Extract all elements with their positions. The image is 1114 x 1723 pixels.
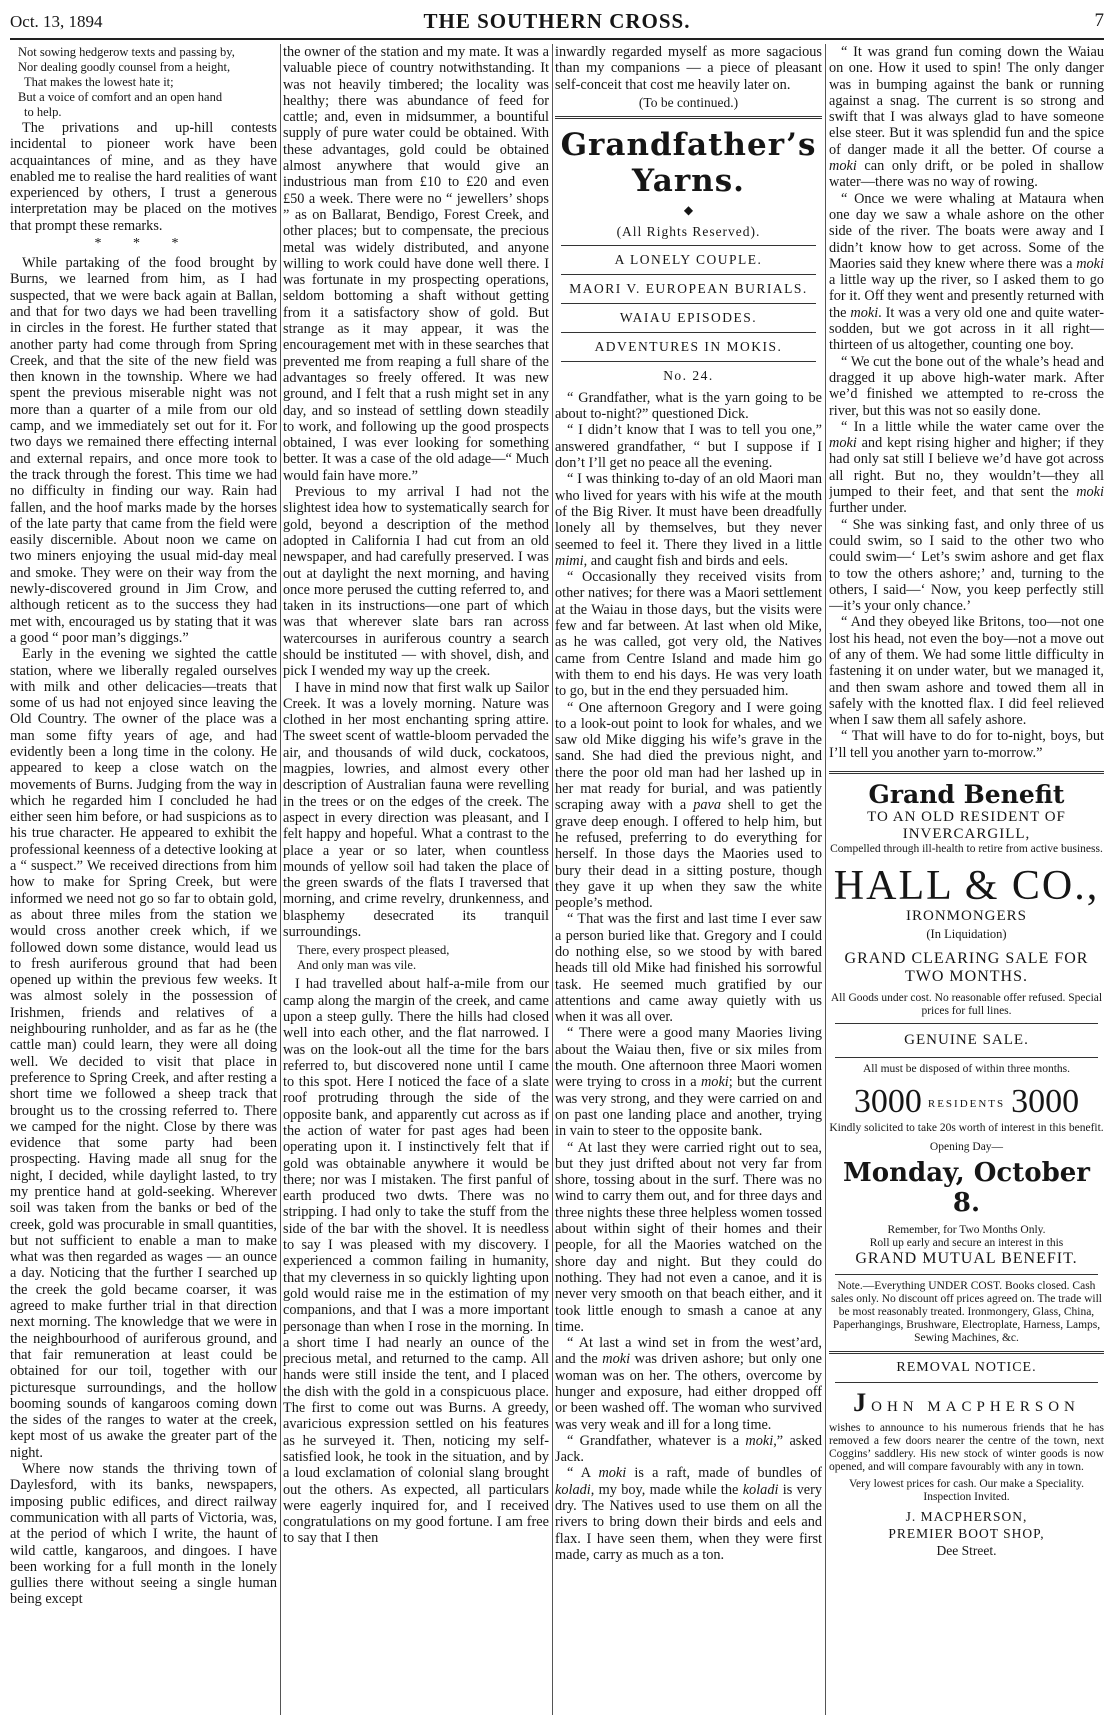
section-break: * * *	[94, 236, 193, 252]
verse-line: And only man was vile.	[297, 958, 417, 973]
story-subtitle: WAIAU EPISODES.	[619, 309, 758, 325]
page-header	[10, 8, 1104, 38]
section-divider	[555, 116, 822, 119]
verse-line: That makes the lowest hate it;	[24, 75, 174, 89]
story-paragraph: “ We cut the bone out of the whale’s head and dragged it up above high-water mark. After we’d finished we attempted to re-cross the river, but this was not so easily done.	[829, 353, 1104, 419]
story-paragraph: “ Occasionally they received visits from other natives; for there was a Maori settlement at the Waiau in those days, but the visits were few and far between. At last when old Mike, as he was called, got very old, the Natives came from Centre Island and made him go with them to end his days. He was very loath to go, but in the end they persuaded him.	[555, 569, 822, 700]
story-paragraph: “ Once we were whaling at Mataura when one day we saw a whale ashore on the other side of the river. The boats were away and I didn’t know how to get across. Some of the Maories said they knew where there was a moki a little way up the river, so I asked them to go for it. Off they went and presently returned with the moki. It was a very old one and quite water-sodden, but we got across in it all right—thirteen of us altogether, counting one boy.	[829, 190, 1104, 354]
story-paragraph: “ A moki is a raft, made of bundles of koladi, my boy, made while the koladi is very dry. The Natives used to use them on all the rivers to bring down their birds and eels and flax. I have seen them, when they were first made, carry as much as a ton.	[555, 1465, 822, 1563]
verse-line: to help.	[24, 105, 62, 119]
article-paragraph: I have in mind now that first walk up Sailor Creek. It was a lovely morning. Nature was clothed in her most enchanting spring attire. The sweet scent of wattle-bloom pervaded the air, and thousands of wild duck, cockatoos, magpies, lowries, and almost every other description of Australian fauna were revelling in the trees or on the edges of the creek. The aspect in every direction was pleasant, and I felt happy and hopeful. What a contrast to the place a year or so later, when countless mounds of yellow soil had taken the place of the green swards of the flats I traversed that morning, and crime revelry, drunkenness, and blasphemy desecrated its tranquil surroundings.	[283, 679, 549, 941]
ad-firm-name: HALL & CO.,	[833, 863, 1100, 910]
ad-line: Remember, for Two Months Only.	[887, 1224, 1046, 1237]
ad-name: JOHN MACPHERSON	[853, 1388, 1080, 1418]
story-title-line: Yarns.	[632, 162, 745, 199]
section-divider	[829, 1351, 1104, 1354]
advertisement-removal-notice	[829, 1360, 1104, 1559]
article-paragraph: Where now stands the thriving town of Daylesford, with its banks, newspapers, imposing public edifices, and direct railway communication with all parts of Victoria, was, at the period of which I write, the haunt of wild cattle, kangaroos, and dingoes. I have been working for a full month in the lonely gullies there without seeing a single human being except	[10, 1461, 277, 1608]
article-paragraph: While partaking of the food brought by Burns, we learned from him, as I had suspected, that we were back again at Ballan, and that for two days we had been travelling in circles in the forest. He further stated that another party had come through from Spring Creek, and that the site of the new field was then known in the township. Where we had spent the previous miserable night was not more than a quarter of a mile from our old camp, and we immediately set out for it. For two days we remained there effecting internal and external repairs, and once more took to the track through the forest. This time we had no difficulty in finding our way. Rain had fallen, and the hoof marks made by the horses of the late party that came from the field were easily discernible. About noon we came on two miners enjoying the usual mid-day meal and smoke. They were on their way from the newly-discovered ground in Jim Crow, and although reticent as to the success they had met with, encouraged us by stating that it was a good “ poor man’s diggings.”	[10, 255, 277, 646]
article-paragraph: inwardly regarded myself as more sagacious than my companions — a piece of pleasant self-conceit that cost me heavily later on.	[555, 44, 822, 93]
ad-line: Compelled through ill-health to retire from active business.	[830, 843, 1103, 856]
divider	[835, 1023, 1098, 1024]
story-paragraph: “ At last a wind set in from the west’ard, and the moki was driven ashore; but only one woman was on her. The others, overcome by hunger and exposure, had either dropped off or been washed off. The woman who survived was very weak and ill for a long time.	[555, 1335, 822, 1433]
ad-line: PREMIER BOOT SHOP,	[888, 1526, 1045, 1542]
ad-line: Very lowest prices for cash. Our make a Speciality. Inspection Invited.	[849, 1478, 1084, 1504]
story-title	[555, 127, 822, 199]
rights-note: (All Rights Reserved).	[616, 223, 761, 239]
article-paragraph: the owner of the station and my mate. It was a valuable piece of country notwithstanding. It was not heavily timbered; the locality was healthy; there was abundance of feed for cattle; and, even in midsummer, a bountiful supply of pure water could be obtained. With these advantages, gold could be obtained almost anywhere that would give an industrious man from £10 to £20 and even £50 a week. There were no “ jewellers’ shops ” as on Ballarat, Bendigo, Forest Creek, and other places; but to compensate, the precious metal was widely distributed, and anyone willing to work could have done well there. I was fortunate in my prospecting operations, seldom bottoming a shaft without getting from it a satisfactory show of gold. But strange as it may appear, it was the encouragement met with in these searches that prevented me from reaping a full share of the advantages so freely offered. It was new ground, and I felt that a rush might set in any day, and so instead of settling down steadily to work, and following up the good prospects obtained, I was ever looking for something better. It was a case of the old adage—“ Much would fain have more.”	[283, 44, 549, 484]
ad-line: Dee Street.	[936, 1543, 997, 1559]
divider	[561, 361, 816, 362]
story-paragraph: “ At last they were carried right out to sea, but they just drifted about not very far from shore, tossing about in the surf. There was no wind to carry them out, and for three days and three nights these three helpless women tossed about within sight of their homes and their people, for all the Maories watched on the shore day and night. But they could do nothing. They had not even a canoe, and it is never very smooth on that beach either, and it took little enough to smash a canoe at any time.	[555, 1139, 822, 1335]
story-paragraph: “ That will have to do for to-night, boys, but I’ll tell you another yarn to-morrow.”	[829, 728, 1104, 761]
article-paragraph: Early in the evening we sighted the cattle station, where we liberally regaled ourselves with milk and other delicacies—treats that some of us had not enjoyed since leaving the Old Country. The owner of the place was a man some fifty years of age, and had evidently been a long time in the colony. He appeared to keep a close watch on the movements of Burns. Judging from the way in which he regarded him I concluded he had either seen him before, or had suspicions as to his true character. He appeared to exhibit the professional keenness of a detective looking at a “ suspect.” We received directions from him how to make for Spring Creek, but were informed we need not go so far to obtain gold, as about three miles from the station we would cross another creek which, if we followed down some distance, would lead us to fresh auriferous ground that had been opened up within the previous few weeks. It was almost solely in the possession of Irishmen, friends and relatives of a neighbouring runholder, and as far as he (the cattle man) could learn, they were all doing well. We decided to visit that place in preference to Spring Creek, and after resting a short time we followed a sheep track that brought us to the crossing referred to. There we camped for the night. Close by there was evidence that some party had been prospecting. Having made all snug for the night, I decided, while daylight lasted, to try my prentice hand at gold-seeking. Wherever soil was taken from the banks or bed of the creek, gold was procurable in small quantities, but not sufficient to enable a man to make what was then regarded as wages — an ounce a day. Noticing that the further I searched up the creek the gold became coarser, it was agreed to make further trial in that direction next morning. The knowledge that we were in the neighbourhood of auriferous ground, and that fair remuneration at least could be obtained for our toil, together with our picturesque surroundings, and the hollow booming sounds of kangaroos coming down the sides of the ranges to water at the creek, kept most of us awake the greater part of the night.	[10, 646, 277, 1461]
ad-line: (In Liquidation)	[926, 927, 1007, 942]
ad-date: Monday, October 8.	[842, 1158, 1091, 1219]
ad-line: Kindly solicited to take 20s worth of interest in this benefit.	[829, 1122, 1104, 1135]
story-subtitle: A LONELY COUPLE.	[614, 251, 763, 267]
story-paragraph: “ In a little while the water came over the moki and kept rising higher and higher; if they had only sat still I believe we’d have got across all right. But no, they wouldn’t—they all jumped to their feet, and that sent the moki further under.	[829, 418, 1104, 517]
section-divider	[829, 771, 1104, 774]
ad-line: All Goods under cost. No reasonable offer refused. Special prices for full lines.	[830, 992, 1103, 1018]
column-divider	[552, 44, 553, 1715]
header-rule	[10, 38, 1104, 40]
ad-line: IRONMONGERS	[905, 908, 1027, 925]
story-paragraph: “ She was sinking fast, and only three of us could swim, so I said to the other two who could swim—‘ Let’s swim ashore and get flax to tow the others ashore;’ and, turning to the others, I said—‘ Now, you keep perfectly still—it’s your only chance.’	[829, 516, 1104, 615]
article-paragraph: Previous to my arrival I had not the slightest idea how to systematically search for gold, beyond a description of the method adopted in California I had cut from an old newspaper, and had carefully preserved. I was out at daylight the next morning, and having once more perused the cutting referred to, and taken in its instructions—one part of which was that wherever slate bars ran across watercourses in auriferous country a search should be instituted — with shovel, dish, and pick I wended my way up the creek.	[283, 484, 549, 680]
divider	[561, 303, 816, 304]
article-paragraph: I had travelled about half-a-mile from our camp along the margin of the creek, and came upon a steep gully. There the hills had closed well into each other, and the flat narrowed. I was on the look-out all the time for the bars referred to, but discovered none until I came to this spot. Here I noticed the face of a slate roof protruding through the side of the opposite bank, and apparently cut across as if the action of water for past ages had been operating upon it. I instinctively felt that if gold was obtainable anywhere it would be there; nor was I mistaken. The first panful of earth produced two dwts. There was no stripping. I had only to take the stuff from the side of the bar with the shovel. It is needless to say I was pleased with my discovery. I experienced a common failing in humanity, that my cleverness in so quickly lighting upon gold would raise me in the estimation of my companions, and that I was a more important personage than when I rose in the morning. In a short time I had nearly an ounce of the precious metal, and returned to the camp. All hands were still inside the tent, and I placed the dish with the gold in a conspicuous place. The first to come out was Burns. A greedy, avaricious expression settled on his features as he surveyed it. Then, noticing my self-satisfied look, he took in the situation, and by a loud exclamation of colonial slang brought out the others. As expected, all particulars were eagerly inquired for, and I received congratulations on my good fortune. I am free to say that I then	[283, 976, 549, 1547]
divider	[561, 332, 816, 333]
column-4	[829, 44, 1104, 1717]
ad-line: GRAND CLEARING SALE FOR TWO MONTHS.	[844, 950, 1089, 986]
ad-line: All must be disposed of within three months.	[863, 1063, 1070, 1076]
ad-line: INVERCARGILL,	[902, 826, 1031, 843]
ad-heading: REMOVAL NOTICE.	[896, 1360, 1037, 1376]
story-paragraph: “ I didn’t know that I was to tell you one,” answered grandfather, “ but I suppose if I don’t I’ll get no peace all the evening.	[555, 422, 822, 472]
ad-line: J. MACPHERSON,	[905, 1509, 1028, 1525]
masthead: THE SOUTHERN CROSS.	[423, 9, 691, 33]
ad-body: wishes to announce to his numerous friends that he has removed a few doors nearer the centre of the town, next Coggins’ saddlery. His new stock of winter goods is now opened, and will compare favourably with any in town.	[829, 1422, 1104, 1474]
story-title-line: Grandfather’s	[560, 126, 817, 163]
story-paragraph: “ It was grand fun coming down the Waiau on one. How it used to spin! The only danger was in bumping against the bank or running against a snag. The current is so strong and swift that I was always glad to have someone else steer. But it was splendid fun and the spice of danger made it all the better. Of course a moki can only drift, or be poled in shallow water—there was no way of rowing.	[829, 44, 1104, 191]
story-paragraph: “ Grandfather, whatever is a moki,” asked Jack.	[555, 1432, 822, 1466]
ad-heading: Grand Benefit	[868, 780, 1065, 810]
story-paragraph: “ That was the first and last time I ever saw a person buried like that. Gregory and I could do nothing else, so we stood by with bared heads till old Mike had finished his sorrowful task. He seemed much gratified by our attentions and came away quietly with us when it was all over.	[555, 911, 822, 1026]
story-paragraph: “ One afternoon Gregory and I were going to a look-out point to look for whales, and we saw old Mike digging his wife’s grave in the sand. She had died the previous night, and there the poor old man had her lashed up in her mat ready for burial, and was patiently scraping away with a pava shell to get the grave deep enough. I offered to help him, but he refused, preferring to do everything for herself. In those days the Maories used to bury their dead in a sitting posture, though they gave it up when they saw the white people’s method.	[555, 699, 822, 912]
column-divider	[280, 44, 281, 1715]
issue-date: Oct. 13, 1894	[10, 12, 103, 31]
ad-residents-line: 3000 RESIDENTS 3000	[853, 1083, 1080, 1121]
article-paragraph: The privations and up-hill contests incidental to pioneer work have been acquaintances of mine, and as they have enabled me to realise the hard realities of want experienced by others, I trust a generous interpretation may be placed on the motives that prompt these remarks.	[10, 120, 277, 234]
ad-note: Note.—Everything UNDER COST. Books closed. Cash sales only. No discount off prices agreed on. The trade will be most reasonably treated. Ironmongery, Glass, China, Paperhangings, Brushware, Electroplate, Harness, Lamps, Sewing Machines, &c.	[831, 1280, 1102, 1345]
page-number: 7	[1094, 10, 1104, 31]
story-number: No. 24.	[663, 367, 714, 383]
divider	[835, 1274, 1098, 1275]
ad-line: Roll up early and secure an interest in this	[869, 1237, 1064, 1250]
column-3	[555, 44, 822, 1717]
verse-line: Nor dealing goodly counsel from a height,	[18, 60, 231, 74]
verse-line: But a voice of comfort and an open hand	[18, 90, 223, 104]
ornament-icon: ◆	[683, 202, 694, 217]
advertisement-grand-benefit	[829, 780, 1104, 1345]
ad-line: GRAND MUTUAL BENEFIT.	[855, 1250, 1078, 1268]
column-1	[10, 44, 277, 1717]
story-paragraph: “ And they obeyed like Britons, too—not one lost his head, not even the boy—not a move out of any of them. We had some little difficulty in fastening it on under water, but we managed it, and then swam ashore and towed them all in safely with the knotted flax. I did feel relieved when I saw them all safely ashore.	[829, 614, 1104, 729]
ad-line: TO AN OLD RESIDENT OF	[867, 809, 1066, 826]
divider	[561, 274, 816, 275]
story-paragraph: “ There were a good many Maories living about the Waiau then, five or six miles from the mouth. One afternoon three Maori women were trying to cross in a moki; but the current was very strong, and they were carried on and on past one landing place and another, trying in vain to steer to the opposite bank.	[555, 1025, 822, 1140]
story-paragraph: “ Grandfather, what is the yarn going to be about to-night?” questioned Dick.	[555, 389, 822, 423]
story-subtitle: ADVENTURES IN MOKIS.	[594, 338, 783, 354]
verse-line: There, every prospect pleased,	[297, 943, 450, 958]
column-divider	[825, 44, 826, 1715]
verse-line: Not sowing hedgerow texts and passing by,	[18, 45, 235, 59]
ad-line: GENUINE SALE.	[904, 1032, 1029, 1049]
story-paragraph: “ I was thinking to-day of an old Maori man who lived for years with his wife at the mouth of the Big River. It must have been dreadfully lonely all by themselves, but they never seemed to feel it. There they lived in a little mimi, and caught fish and birds and eels.	[555, 471, 822, 569]
story-subtitle: MAORI V. EUROPEAN BURIALS.	[569, 280, 808, 296]
ad-line: Opening Day—	[929, 1141, 1004, 1154]
divider	[561, 245, 816, 246]
continued-note: (To be continued.)	[638, 94, 739, 110]
column-2	[283, 44, 549, 1717]
divider	[835, 1382, 1098, 1383]
divider	[835, 1057, 1098, 1058]
